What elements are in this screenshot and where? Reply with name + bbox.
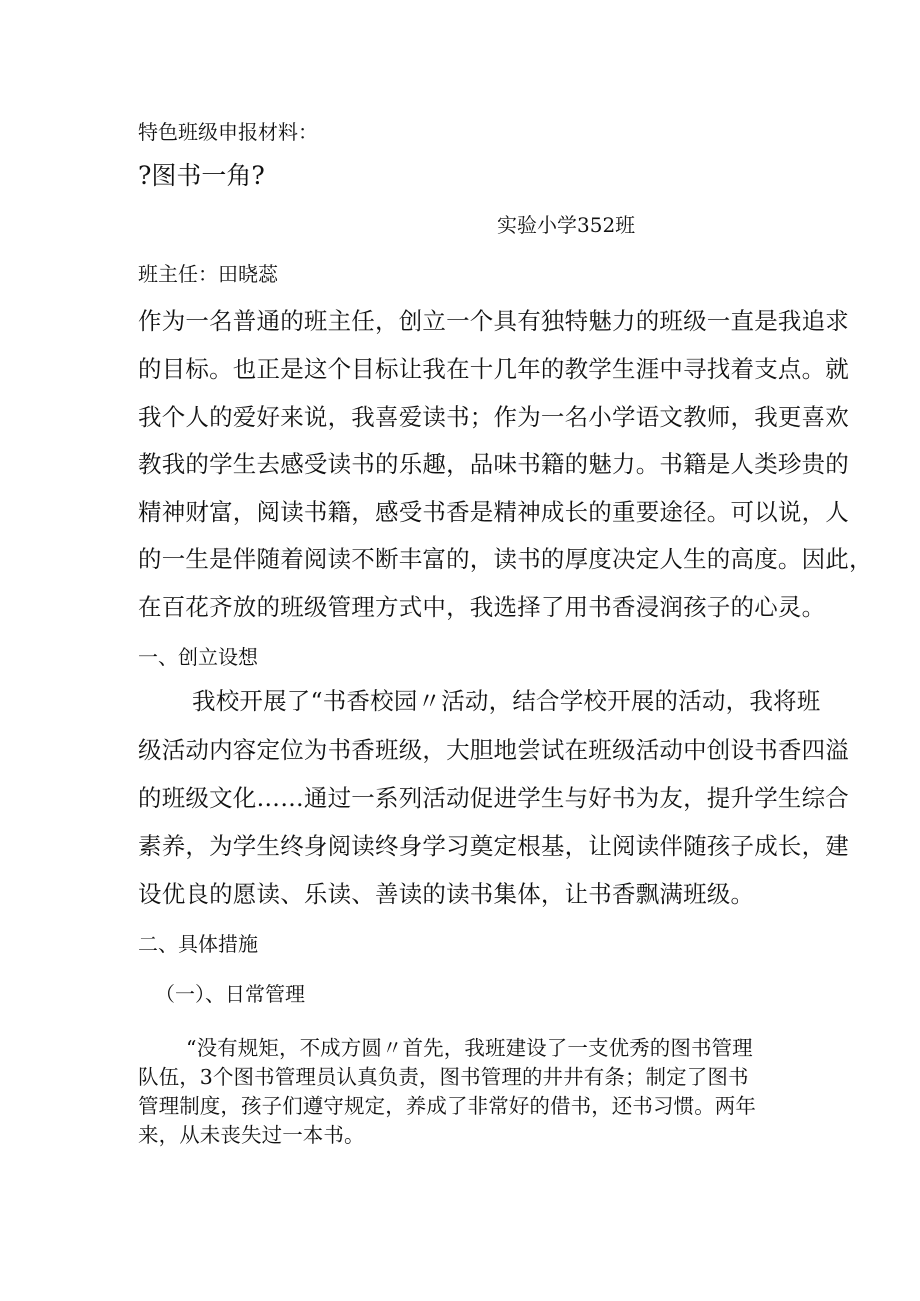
section1-line: 级活动内容定位为书香班级，大胆地尝试在班级活动中创设书香四溢	[138, 736, 849, 764]
intro-line: 精神财富，阅读书籍，感受书香是精神成长的重要途径。可以说，人	[138, 498, 849, 526]
section2-line: 来，从未丧失过一本书。	[138, 1123, 365, 1147]
header-label: 特色班级申报材料：	[138, 120, 318, 144]
intro-line: 的目标。也正是这个目标让我在十几年的教学生涯中寻找着支点。就	[138, 355, 849, 383]
class-name: 实验小学352班	[497, 213, 636, 237]
intro-line: 的一生是伴随着阅读不断丰富的，读书的厚度决定人生的高度。因此，	[138, 545, 873, 573]
section-heading-2: 二、具体措施	[138, 932, 258, 956]
section1-line: 我校开展了“书香校园〃活动，结合学校开展的活动，我将班	[192, 687, 821, 715]
section1-line: 的班级文化……通过一系列活动促进学生与好书为友，提升学生综合	[138, 784, 849, 812]
intro-line: 在百花齐放的班级管理方式中，我选择了用书香浸润孩子的心灵。	[138, 593, 826, 621]
section-heading-1: 一、创立设想	[138, 645, 258, 669]
teacher-line: 班主任：田晓蕊	[138, 262, 278, 286]
section1-line: 素养，为学生终身阅读终身学习奠定根基，让阅读伴随孩子成长，建	[138, 832, 849, 860]
document-title: ?图书一角?	[138, 161, 265, 190]
subsection-heading: （一）、日常管理	[155, 982, 305, 1006]
section2-line: 管理制度，孩子们遵守规定，养成了非常好的借书，还书习惯。两年	[138, 1094, 756, 1118]
intro-line: 教我的学生去感受读书的乐趣，品味书籍的魅力。书籍是人类珍贵的	[138, 450, 849, 478]
intro-line: 作为一名普通的班主任，创立一个具有独特魅力的班级一直是我追求	[138, 307, 849, 335]
section2-line: 队伍，3个图书管理员认真负责，图书管理的井井有条；制定了图书	[138, 1065, 749, 1089]
section2-line: “没有规矩，不成方圆〃首先，我班建设了一支优秀的图书管理	[186, 1036, 753, 1060]
section1-line: 设优良的愿读、乐读、善读的读书集体，让书香飘满班级。	[138, 880, 755, 908]
intro-line: 我个人的爱好来说，我喜爱读书；作为一名小学语文教师，我更喜欢	[138, 403, 849, 431]
